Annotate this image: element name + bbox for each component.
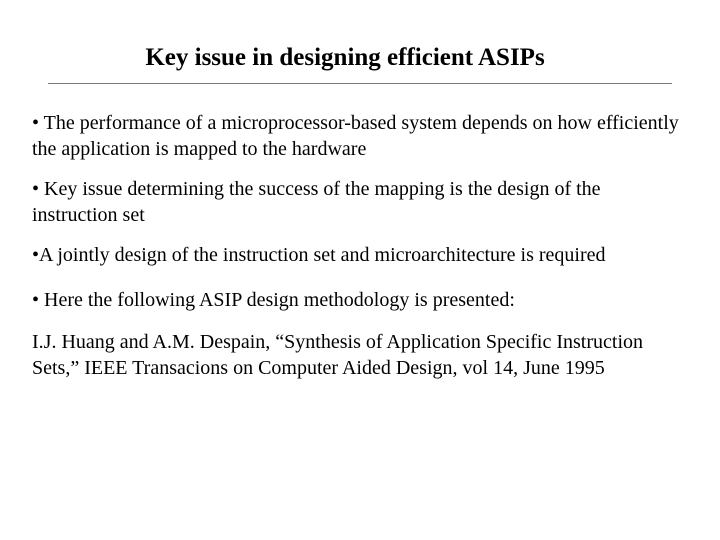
bullet-item [32, 110, 682, 162]
bullet-icon: • [32, 244, 40, 266]
bullet-icon: • [32, 178, 40, 200]
bullet-text: Here the following ASIP design methodology is presented: [44, 289, 515, 311]
bullet-text: The performance of a microprocessor-based system depends on how efficiently the application is mapped to the hardware [32, 112, 679, 160]
bullet-icon: • [32, 112, 40, 134]
reference-citation: I.J. Huang and A.M. Despain, “Synthesis of Application Specific Instruction Sets,” IEEE Transacions on Computer Aided Design, vol 14, June 1995 [32, 331, 644, 379]
bullet-item [32, 287, 682, 313]
bullet-text: Key issue determining the success of the mapping is the design of the instruction set [32, 178, 601, 226]
bullet-item [32, 176, 682, 228]
bullet-item [32, 242, 682, 268]
slide-title: Key issue in designing efficient ASIPs [145, 44, 545, 71]
bullet-text: A jointly design of the instruction set and microarchitecture is required [39, 244, 606, 266]
bullet-icon: • [32, 289, 40, 311]
title-divider [48, 83, 672, 84]
